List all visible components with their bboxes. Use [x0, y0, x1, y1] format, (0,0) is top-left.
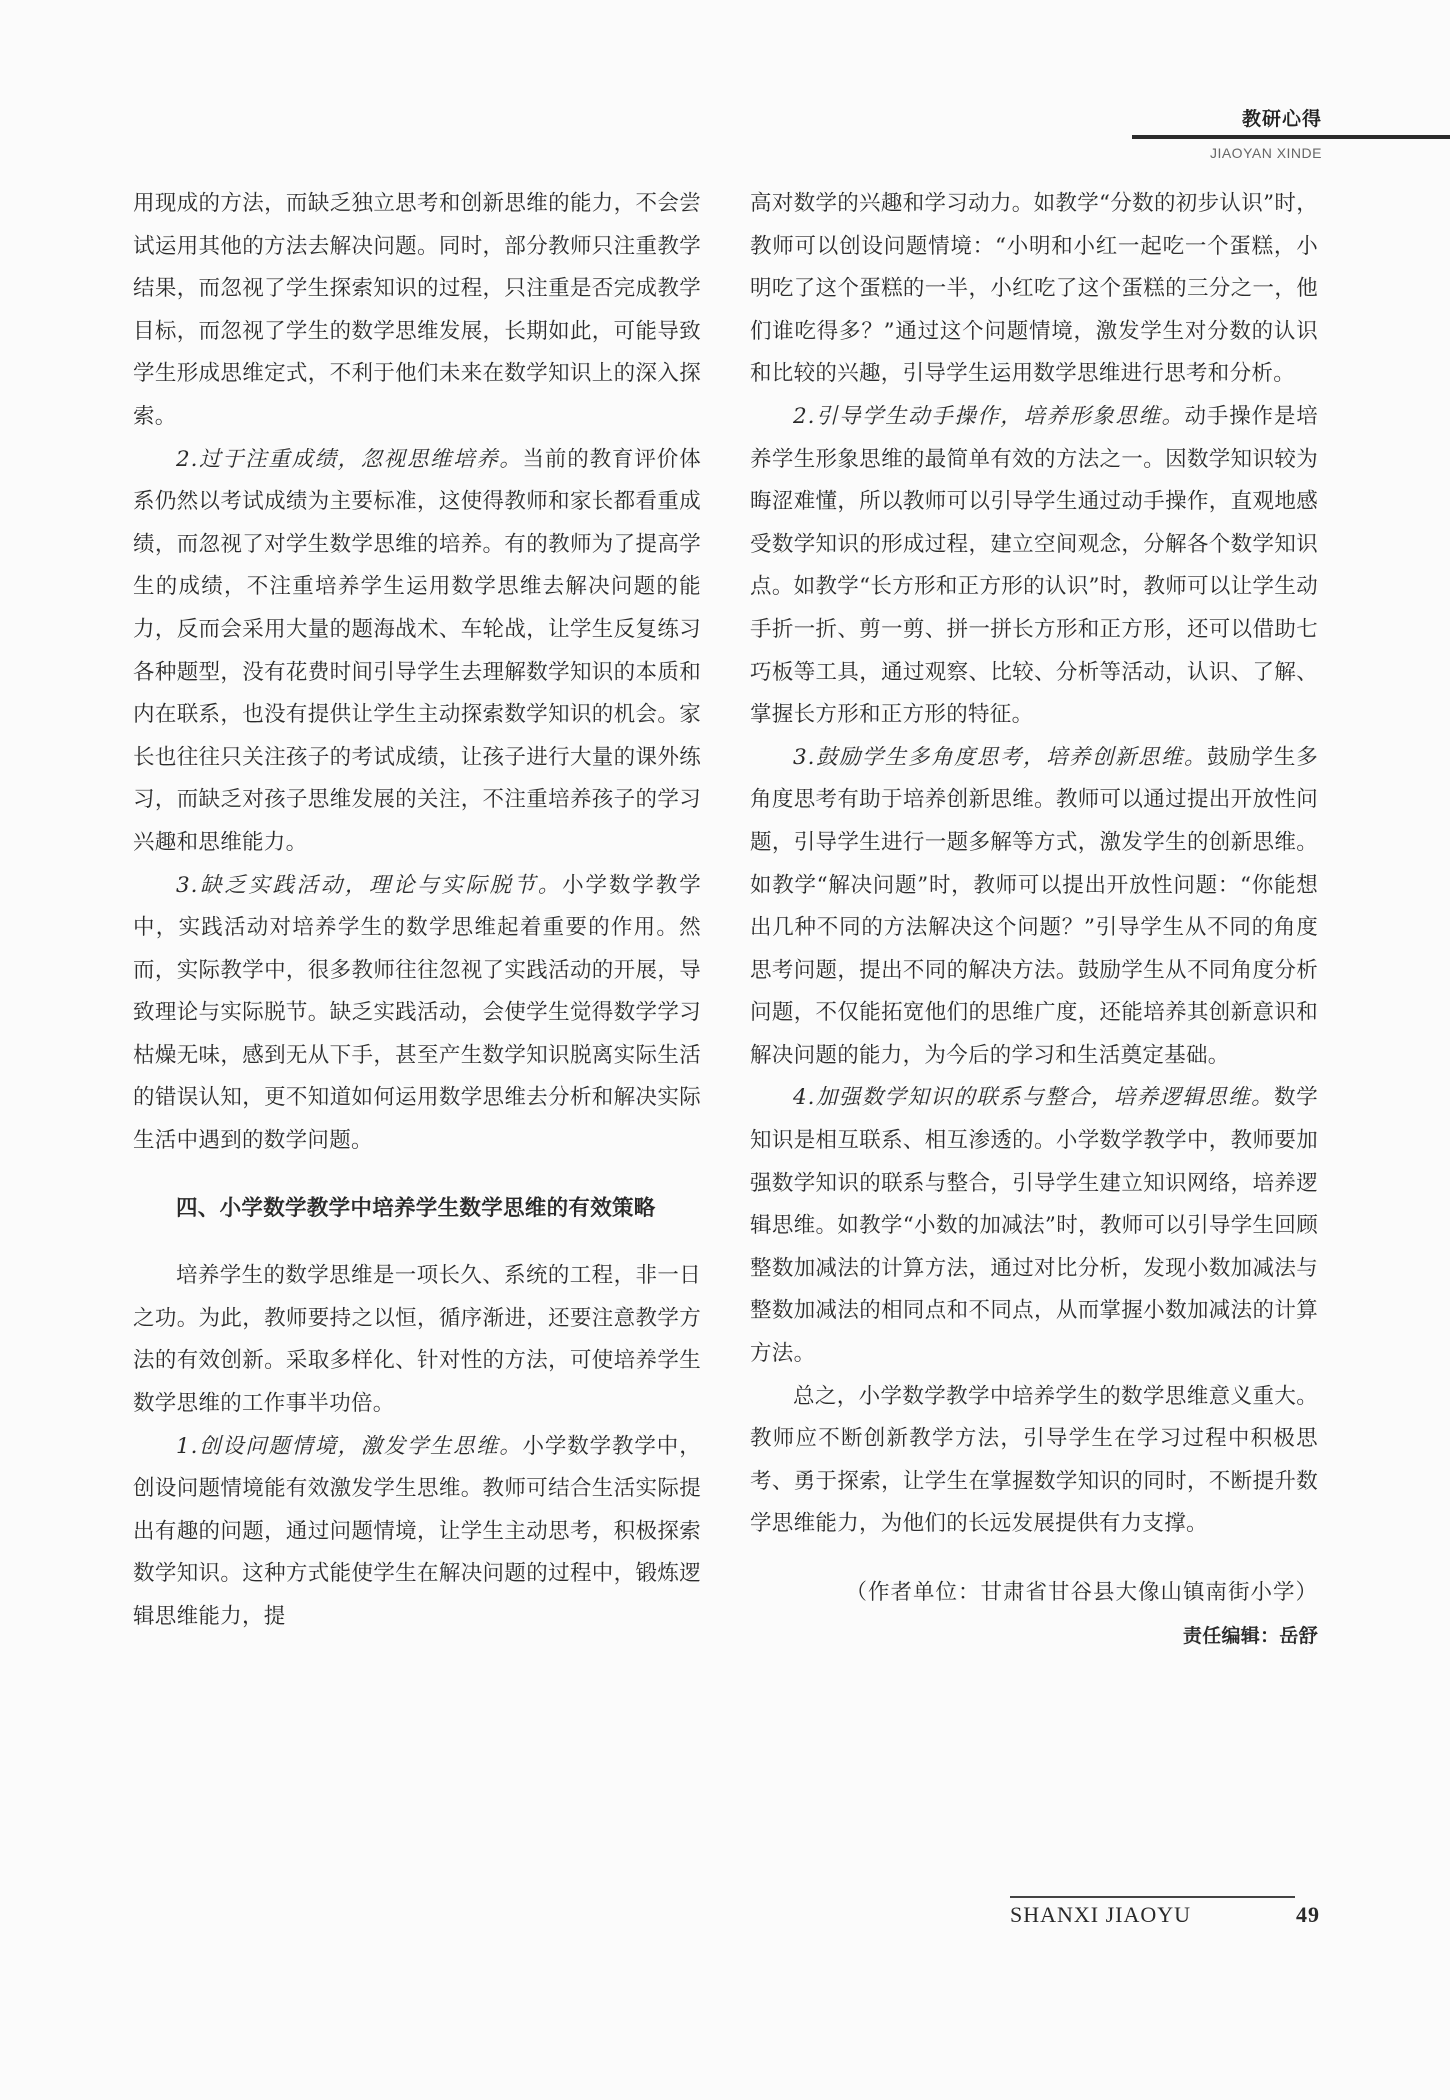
paragraph [750, 1077, 1318, 1375]
paragraph [133, 439, 701, 865]
paragraph [133, 865, 701, 1163]
paragraph-body: 小学数学教学中，实践活动对培养学生的数学思维起着重要的作用。然而，实际教学中，很多教师往往忽视了实践活动的开展，导致理论与实际脱节。缺乏实践活动，会使学生觉得数学学习枯燥无味，感到无从下手，甚至产生数学知识脱离实际生活的错误认知，更不知道如何运用数学思维去分析和解决实际生活中遇到的数学问题。 [133, 872, 701, 1154]
paragraph-lead: 2.引导学生动手操作，培养形象思维。 [793, 403, 1185, 429]
section-subtitle: JIAOYAN XINDE [1209, 145, 1322, 161]
right-column [750, 183, 1318, 1657]
footer-rule [1010, 1896, 1295, 1898]
paragraph: 用现成的方法，而缺乏独立思考和创新思维的能力，不会尝试运用其他的方法去解决问题。同时，部分教师只注重教学结果，而忽视了学生探索知识的过程，只注重是否完成教学目标，而忽视了学生的数学思维发展，长期如此，可能导致学生形成思维定式，不利于他们未来在数学知识上的深入探索。 [133, 191, 701, 429]
header-rule [1132, 135, 1450, 139]
responsible-editor: 责任编辑：岳舒 [1182, 1624, 1318, 1647]
paragraph-lead: 2.过于注重成绩，忽视思维培养。 [176, 446, 523, 472]
paragraph [133, 1426, 701, 1639]
paragraph-lead: 1.创设问题情境，激发学生思维。 [176, 1433, 523, 1459]
page-number: 49 [1296, 1901, 1320, 1927]
paragraph-body: 小学数学教学中，创设问题情境能有效激发学生思维。教师可结合生活实际提出有趣的问题，通过问题情境，让学生主动思考，积极探索数学知识。这种方式能使学生在解决问题的过程中，锻炼逻辑思维能力，提 [133, 1433, 701, 1629]
paragraph [750, 396, 1318, 737]
paragraph-lead: 3.鼓励学生多角度思考，培养创新思维。 [793, 744, 1207, 770]
section-title: 教研心得 [1241, 108, 1322, 130]
journal-name: SHANXI JIAOYU [1010, 1901, 1192, 1927]
section-header [1110, 100, 1450, 170]
paragraph: 高对数学的兴趣和学习动力。如教学“分数的初步认识”时，教师可以创设问题情境：“小明和小红一起吃一个蛋糕，小明吃了这个蛋糕的一半，小红吃了这个蛋糕的三分之一，他们谁吃得多？”通过这个问题情境，激发学生对分数的认识和比较的兴趣，引导学生运用数学思维进行思考和分析。 [750, 191, 1318, 387]
paragraph-lead: 3.缺乏实践活动，理论与实际脱节。 [176, 872, 563, 898]
paragraph-body: 当前的教育评价体系仍然以考试成绩为主要标准，这使得教师和家长都看重成绩，而忽视了对学生数学思维的培养。有的教师为了提高学生的成绩，不注重培养学生运用数学思维去解决问题的能力，反而会采用大量的题海战术、车轮战，让学生反复练习各种题型，没有花费时间引导学生去理解数学知识的本质和内在联系，也没有提供让学生主动探索数学知识的机会。家长也往往只关注孩子的考试成绩，让孩子进行大量的课外练习，而缺乏对孩子思维发展的关注，不注重培养孩子的学习兴趣和思维能力。 [133, 446, 701, 855]
paragraph-body: 鼓励学生多角度思考有助于培养创新思维。教师可以通过提出开放性问题，引导学生进行一题多解等方式，激发学生的创新思维。如教学“解决问题”时，教师可以提出开放性问题：“你能想出几种不同的方法解决这个问题？”引导学生从不同的角度思考问题，提出不同的解决方法。鼓励学生从不同角度分析问题，不仅能拓宽他们的思维广度，还能培养其创新意识和解决问题的能力，为今后的学习和生活奠定基础。 [750, 744, 1318, 1068]
paragraph-body: 动手操作是培养学生形象思维的最简单有效的方法之一。因数学知识较为晦涩难懂，所以教师可以引导学生通过动手操作，直观地感受数学知识的形成过程，建立空间观念，分解各个数学知识点。如教学“长方形和正方形的认识”时，教师可以让学生动手折一折、剪一剪、拼一拼长方形和正方形，还可以借助七巧板等工具，通过观察、比较、分析等活动，认识、了解、掌握长方形和正方形的特征。 [750, 403, 1319, 728]
author-affiliation: （作者单位：甘肃省甘谷县大像山镇南街小学） [845, 1580, 1318, 1605]
paragraph [750, 737, 1318, 1078]
section-heading: 四、小学数学教学中培养学生数学思维的有效策略 [176, 1195, 656, 1221]
page-footer [1010, 1896, 1320, 1928]
paragraph-body: 数学知识是相互联系、相互渗透的。小学数学教学中，教师要加强数学知识的联系与整合，引导学生建立知识网络，培养逻辑思维。如教学“小数的加减法”时，教师可以引导学生回顾整数加减法的计算方法，通过对比分析，发现小数加减法与整数加减法的相同点和不同点，从而掌握小数加减法的计算方法。 [750, 1085, 1319, 1367]
left-column [133, 183, 701, 1639]
paragraph-lead: 4.加强数学知识的联系与整合，培养逻辑思维。 [793, 1085, 1274, 1111]
paragraph: 总之，小学数学教学中培养学生的数学思维意义重大。教师应不断创新教学方法，引导学生在学习过程中积极思考、勇于探索，让学生在掌握数学知识的同时，不断提升数学思维能力，为他们的长远发展提供有力支撑。 [750, 1383, 1318, 1537]
paragraph: 培养学生的数学思维是一项长久、系统的工程，非一日之功。为此，教师要持之以恒，循序渐进，还要注意教学方法的有效创新。采取多样化、针对性的方法，可使培养学生数学思维的工作事半功倍。 [133, 1263, 701, 1417]
footer-text [1010, 1902, 1320, 1928]
